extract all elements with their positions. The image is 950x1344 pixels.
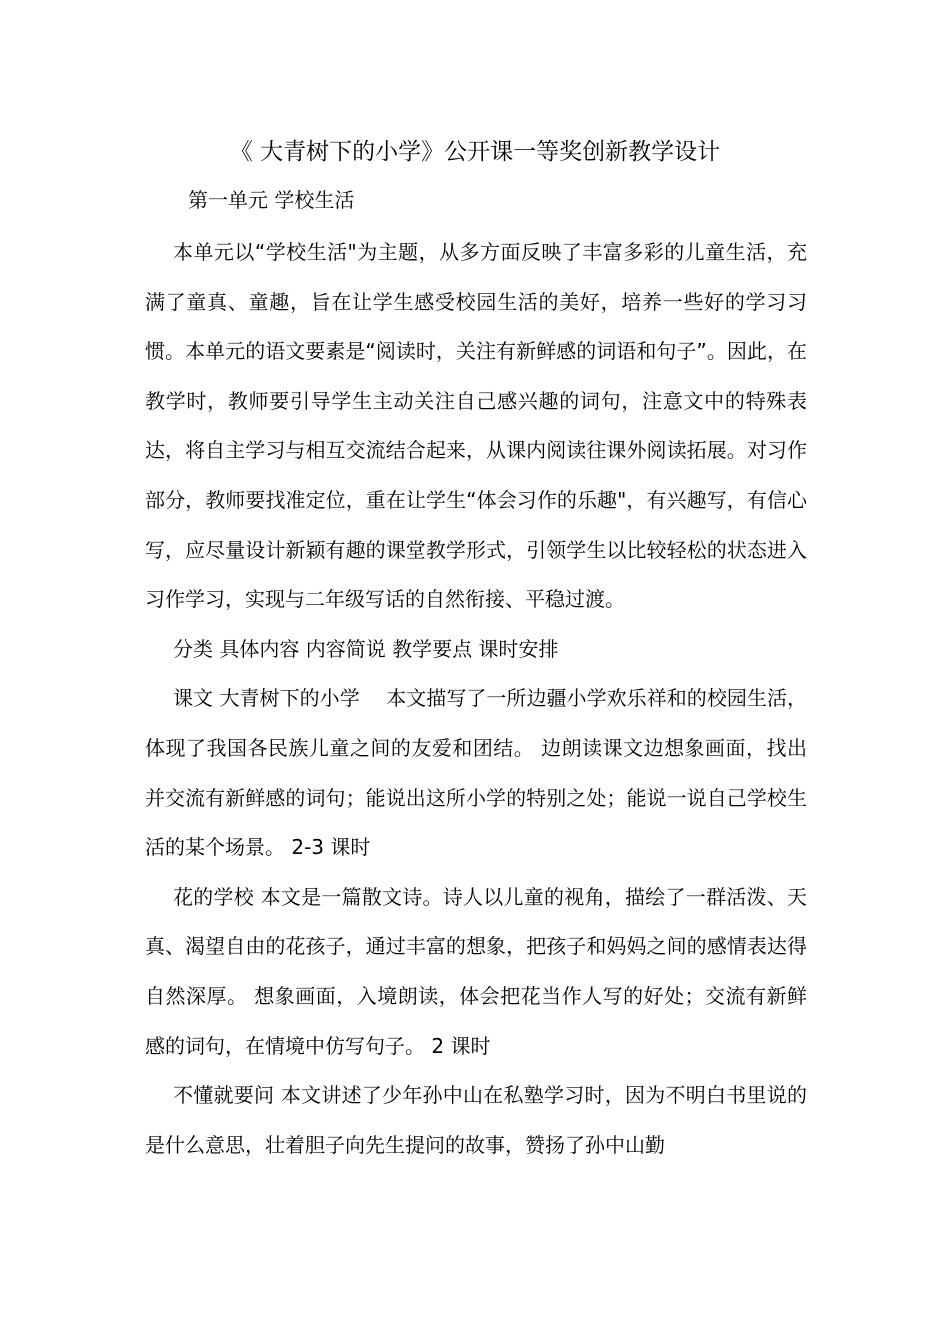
document-body (145, 228, 807, 1170)
table-header-row: 分类 具体内容 内容简说 教学要点 课时安排 (173, 636, 559, 661)
intro-paragraph: 本单元以“学校生活"为主题，从多方面反映了丰富多彩的儿童生活，充满了童真、童趣，旨在让学生感受校园生活的美好，培养一些好的学习习惯。本单元的语文要素是“阅读时，关注有新鲜感的词语和句子”。因此，在教学时，教师要引导学生主动关注自己感兴趣的词句，注意文中的特殊表达，将自主学习与相互交流结合起来，从课内阅读往课外阅读拓展。对习作部分，教师要找准定位，重在让学生“体会习作的乐趣"，有兴趣写，有信心写，应尽量设计新颖有趣的课堂教学形式，引领学生以比较轻松的状态进入习作学习，实现与二年级写话的自然衔接、平稳过渡。 (145, 240, 807, 612)
lesson-paragraph-dashuqing: 课文 大青树下的小学 本文描写了一所边疆小学欢乐祥和的校园生活，体现了我国各民族儿童之间的友爱和团结。 边朗读课文边想象画面，找出并交流有新鲜感的词句；能说出这所小学的特别之处；能说一说自己学校生活的某个场景。 2-3 课时 (145, 686, 807, 860)
document-title: 《 大青树下的小学》公开课一等奖创新教学设计 (229, 139, 721, 165)
lesson-paragraph-budongjiuyaowen: 不懂就要问 本文讲述了少年孙中山在私塾学习时，因为不明白书里说的是什么意思，壮着胆子向先生提问的故事，赞扬了孙中山勤 (145, 1083, 807, 1157)
unit-heading: 第一单元 学校生活 (188, 188, 355, 212)
lesson-paragraph-huadexuexiao: 花的学校 本文是一篇散文诗。诗人以儿童的视角，描绘了一群活泼、天真、渴望自由的花孩子，通过丰富的想象，把孩子和妈妈之间的感情表达得自然深厚。 想象画面，入境朗读，体会把花当作人写的好处；交流有新鲜感的词句，在情境中仿写句子。 2 课时 (145, 884, 807, 1058)
